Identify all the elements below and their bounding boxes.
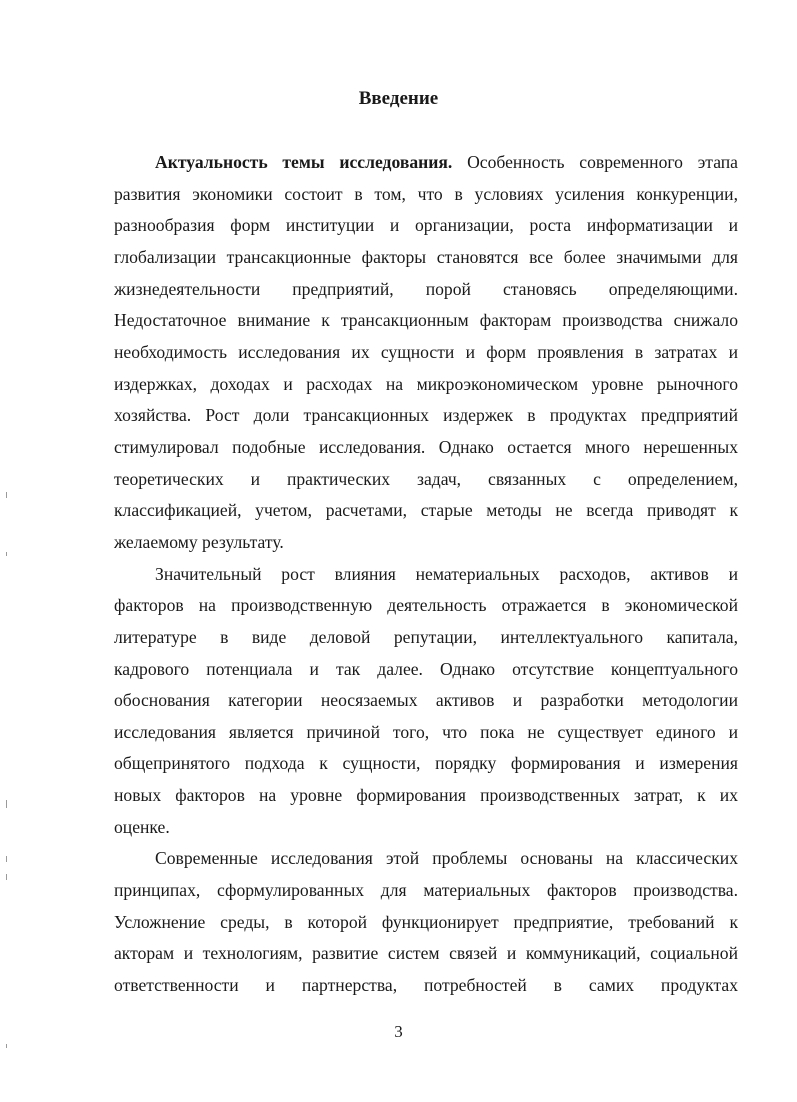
text-line — [114, 147, 738, 179]
text-line: Усложнение среды, в которой функционирует предприятие, требований к — [114, 911, 738, 932]
text-line: литературе в виде деловой репутации, интеллектуального капитала, — [114, 626, 738, 647]
scan-margin-mark — [6, 552, 7, 556]
scan-margin-mark — [6, 856, 7, 862]
scan-margin-mark — [6, 492, 7, 498]
text-line: Недостаточное внимание к трансакционным факторам производства снижало — [114, 310, 738, 331]
text-line: хозяйства. Рост доли трансакционных издержек в продуктах предприятий — [114, 405, 738, 426]
paragraph-intangibles — [114, 559, 738, 844]
page-number: 3 — [394, 1022, 403, 1041]
page-title: Введение — [358, 88, 439, 109]
text-line: новых факторов на уровне формирования производственных затрат, к их — [114, 785, 738, 806]
text-line: издержках, доходах и расходах на микроэкономическом уровне рыночного — [114, 373, 738, 394]
text-line: Современные исследования этой проблемы основаны на классических — [155, 848, 738, 869]
text-line: Значительный рост влияния нематериальных расходов, активов и — [155, 563, 738, 584]
text-line: необходимость исследования их сущности и форм проявления в затратах и — [114, 341, 738, 362]
text-line: общепринятого подхода к сущности, порядку формирования и измерения — [114, 753, 738, 774]
text-line: исследования является причиной того, что пока не существует единого и — [114, 721, 738, 742]
text-line: кадрового потенциала и так далее. Однако отсутствие концептуального — [114, 658, 738, 679]
text-line: акторам и технологиям, развитие систем связей и коммуникаций, социальной — [114, 943, 738, 964]
text-line: разнообразия форм институции и организации, роста информатизации и — [114, 215, 738, 236]
text-line: обоснования категории неосязаемых активов и разработки методологии — [114, 690, 738, 711]
text-line: ответственности и партнерства, потребностей в самих продуктах — [114, 975, 738, 996]
text-line: глобализации трансакционные факторы становятся все более значимыми для — [114, 246, 738, 267]
text-line: оценке. — [114, 816, 170, 837]
text-line: стимулировал подобные исследования. Однако остается много нерешенных — [114, 436, 738, 457]
scan-margin-mark — [6, 874, 7, 880]
paragraph-modern-research — [114, 843, 738, 1001]
text-line: классификацией, учетом, расчетами, старые методы не всегда приводят к — [114, 500, 738, 521]
body-text — [114, 147, 738, 1002]
paragraph-relevance — [114, 147, 738, 559]
text-line: факторов на производственную деятельность отражается в экономической — [114, 595, 738, 616]
text-line-content: Особенность современного этапа — [452, 152, 738, 172]
scan-margin-mark — [6, 1044, 7, 1048]
scan-margin-mark — [6, 800, 7, 808]
text-line: жизнедеятельности предприятий, порой становясь определяющими. — [114, 278, 738, 299]
text-line: теоретических и практических задач, связанных с определением, — [114, 468, 738, 489]
text-line: принципах, сформулированных для материальных факторов производства. — [114, 880, 738, 901]
text-line: желаемому результату. — [114, 531, 284, 552]
text-line: развития экономики состоит в том, что в условиях усиления конкуренции, — [114, 183, 738, 204]
paragraph-lead: Актуальность темы исследования. — [155, 152, 453, 172]
